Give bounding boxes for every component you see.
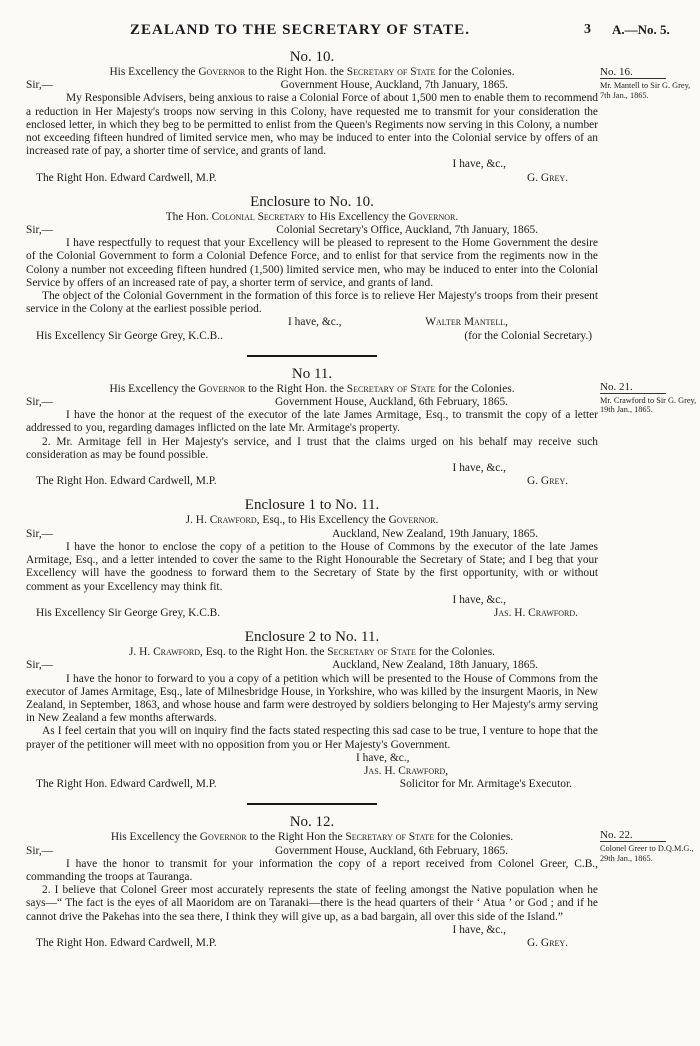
margin-number: No. 16. (600, 68, 666, 79)
section-title: Enclosure 1 to No. 11. (244, 497, 380, 514)
salutation-line (26, 845, 598, 858)
signature-line (26, 607, 598, 620)
addressee: His Excellency Sir George Grey, K.C.B.. (36, 329, 223, 342)
letter-body-2: As I feel certain that you will on inquiry find the facts stated respecting this sad case to be true, I venture to hope that the prayer of the petitioner will meet with no opposition from you or Her Majesty's Government. (26, 725, 598, 751)
closing-line (26, 316, 598, 329)
salutation-line (26, 224, 598, 237)
salutation-line (26, 528, 598, 541)
margin-reference: Mr. Crawford to Sir G. Grey, 19th Jan., 1865. (600, 395, 697, 415)
margin-number: No. 22. (600, 831, 666, 842)
signature-line (26, 475, 598, 488)
letter-body-2: 2. I believe that Colonel Greer most accurately represents the state of feeling amongst the Native population when he says—“ The fact is the eyes of all Maoridom are on Taranaki—there is the head quarters of their ‘ Atua ’ or God ; and if he cannot drive the Pakehas into the sea there, I think they will give up, as a bad bargain, all over this side of the Island.” (26, 884, 598, 923)
salutation: Sir,— (26, 79, 54, 92)
despatch-no-11 (26, 365, 697, 489)
closing: I have, &c., (452, 593, 506, 606)
signature: G. Grey. (527, 475, 568, 488)
closing: I have, &c., (452, 462, 506, 475)
signature: Jas. H. Crawford, (364, 764, 449, 777)
signature-line (26, 172, 598, 185)
letter-body: I have the honor to enclose the copy of a petition to the House of Commons by the executor of the late James Armitage, Esq., and a letter intended to cover the same to the Right Honourable the Secretary of State; and I beg that your Excellency will have the goodness to forward them to the Secretary of State by the first opportunity, with or without comment as your Excellency may think fit. (26, 540, 598, 593)
letter-body: I have the honor to transmit for your information the copy of a report received from Colonel Greer, C.B., commanding the troops at Tauranga. (26, 857, 598, 883)
place-date: Colonial Secretary's Office, Auckland, 7th January, 1865. (276, 224, 538, 237)
enclosure-2-to-no-11 (26, 628, 598, 791)
place-date: Auckland, New Zealand, 18th January, 1865. (332, 659, 538, 672)
enclosure-1-to-no-11 (26, 496, 598, 620)
addressee: The Right Hon. Edward Cardwell, M.P. (36, 936, 217, 949)
signature: Walter Mantell, (425, 316, 508, 329)
closing: I have, &c., (452, 923, 506, 936)
closing: I have, &c., (356, 751, 410, 764)
enclosure-heading: J. H. Crawford, Esq. to the Right Hon. the Secretary of State for the Colonies. (129, 646, 495, 659)
margin-reference: Colonel Greer to D.Q.M.G., 29th Jan., 1865. (600, 844, 694, 863)
enclosure-heading: The Hon. Colonial Secretary to His Excellency the Governor. (165, 210, 459, 223)
place-date: Auckland, New Zealand, 19th January, 1865. (332, 527, 538, 540)
section-title: No. 10. (289, 49, 335, 65)
letter-body: I have respectfully to request that your Excellency will be pleased to represent to the Home Government the desire of the Colonial Government to form a Colonial Defence Force, and to enlist for that service from the regiments now in the Colony a number not exceeding fifteen hundred (1,500) limited service men, who may be induced to enter into the Colonial Service by offers of an increased rate of pay, a shorter term of service, and grants of land. (26, 237, 598, 289)
despatch-heading: His Excellency the Governor to the Right Hon. the Secretary of State for the Colonies. (109, 66, 515, 78)
addressee: The Right Hon. Edward Cardwell, M.P. (36, 171, 217, 184)
salutation: Sir,— (26, 527, 54, 540)
salutation: Sir,— (26, 224, 54, 237)
addressee: The Right Hon. Edward Cardwell, M.P. (36, 475, 217, 488)
margin-note-no-10 (600, 68, 700, 100)
section-title: No. 12. (289, 814, 335, 831)
addressee: His Excellency Sir George Grey, K.C.B. (36, 606, 221, 619)
letter-body-2: The object of the Colonial Government in the formation of this force is to relieve Her Majesty's troops from their present service in the Colony at the earliest possible period. (26, 290, 598, 316)
margin-reference: Mr. Mantell to Sir G. Grey, 7th Jan., 1865. (600, 80, 691, 100)
place-date: Government House, Auckland, 6th February, 1865. (274, 396, 508, 409)
closing: I have, &c., (452, 158, 506, 171)
signature: G. Grey. (527, 171, 568, 184)
despatch-no-10 (26, 48, 691, 185)
section-divider (247, 803, 377, 805)
margin-note-no-12 (600, 831, 700, 863)
despatch-no-12 (26, 813, 694, 950)
signature-line (26, 778, 598, 791)
margin-number: No. 21. (600, 383, 666, 394)
salutation: Sir,— (26, 396, 54, 409)
section-title: Enclosure to No. 10. (250, 193, 374, 210)
section-title: Enclosure 2 to No. 11. (244, 629, 380, 646)
salutation-line (26, 396, 598, 409)
addressee: The Right Hon. Edward Cardwell, M.P. (36, 778, 217, 791)
document-reference: A.—No. 5. (612, 22, 670, 37)
salutation-line (26, 79, 598, 92)
page-body (26, 48, 697, 950)
enclosure-to-no-10 (26, 193, 598, 343)
signature-line (26, 330, 598, 343)
section-divider (247, 355, 377, 357)
salutation: Sir,— (26, 659, 54, 672)
place-date: Government House, Auckland, 7th January, 1865. (280, 79, 508, 92)
letter-body: My Responsible Advisers, being anxious to raise a Colonial Force of about 1,500 men to enable them to recommend a reduction in Her Majesty's troops now serving in this Colony, have requested me to transmit for your consideration the enclosed letter, in which they beg to be permitted to enlist from the Queen's Regiments now serving in this Colony, a number not exceeding fifteen hundred of limited service men, who may be induced to enter into the Colonial service by offers of an increased rate of pay, a shorter time of service, and grants of land. (26, 92, 598, 158)
signature-role: Solicitor for Mr. Armitage's Executor. (399, 778, 572, 791)
signature-role: (for the Colonial Secretary.) (464, 329, 592, 342)
salutation-line (26, 659, 598, 672)
despatch-heading: His Excellency the Governor to the Right Hon. the Secretary of State for the Colonies. (109, 382, 515, 395)
margin-note-no-11 (600, 380, 700, 415)
signature-line (26, 937, 598, 950)
page-number: 3 (584, 22, 591, 37)
closing: I have, &c., (288, 316, 342, 329)
letter-body-2: 2. Mr. Armitage fell in Her Majesty's service, and I trust that the claims urged on his behalf may receive such consideration as may be found possible. (26, 435, 598, 461)
place-date: Government House, Auckland, 6th February, 1865. (274, 844, 508, 857)
letter-body: I have the honor at the request of the executor of the late James Armitage, Esq., to transmit the copy of a letter addressed to you, regarding damages inflicted on the late Mr. Armitage's property. (26, 409, 598, 435)
salutation: Sir,— (26, 844, 54, 857)
header-title: ZEALAND TO THE SECRETARY OF STATE. (130, 22, 470, 38)
enclosure-heading: J. H. Crawford, Esq., to His Excellency the Governor. (185, 514, 439, 527)
signature: Jas. H. Crawford. (493, 606, 578, 619)
signature: G. Grey. (527, 936, 568, 949)
section-title: No 11. (291, 365, 333, 382)
letter-body: I have the honor to forward to you a copy of a petition which will be presented to the House of Commons from the executor of James Armitage, Esq., late of Milnesbridge House, in Yorkshire, who was killed by the insurgent Maoris, in New Zealand, in September, 1863, and whose house and farm were destroyed by soldiers belonging to Her Majesty's army serving in New Zealand a few months afterwards. (26, 672, 598, 725)
despatch-heading: His Excellency the Governor to the Right Hon the Secretary of State for the Colonies. (110, 831, 514, 844)
running-header (0, 22, 700, 40)
